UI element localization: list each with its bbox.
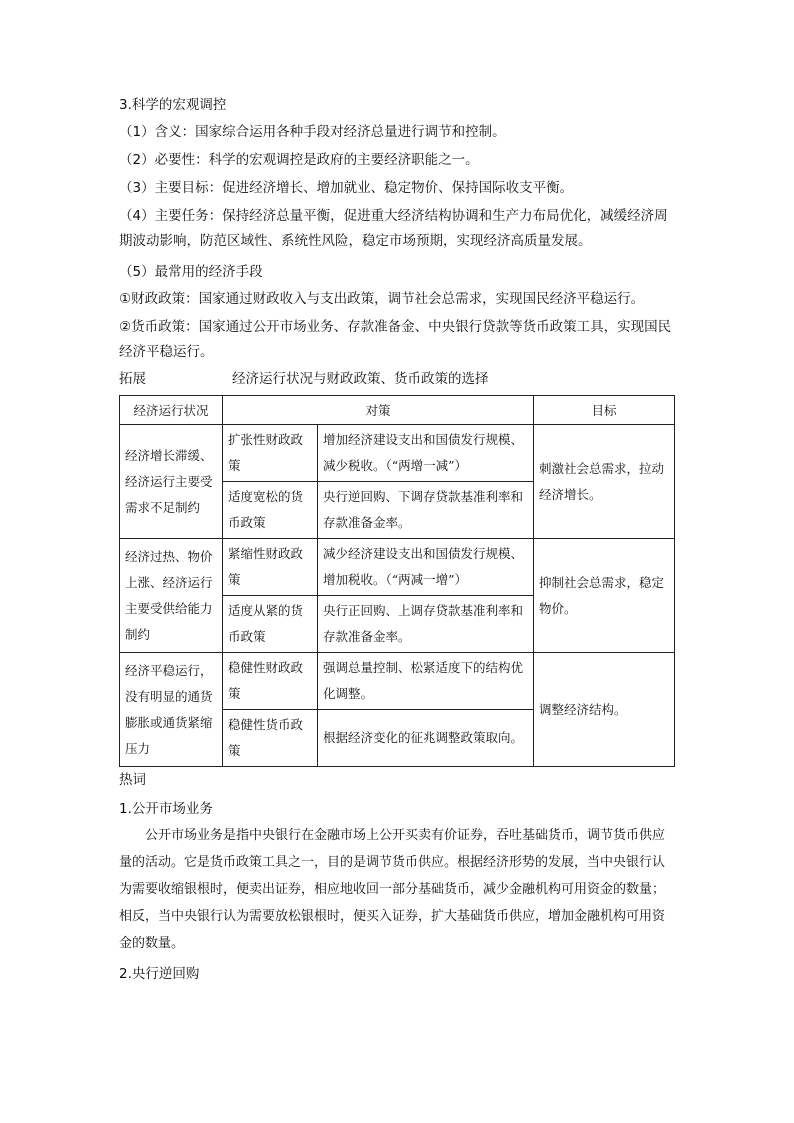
table-title: 经济运行状况与财政政策、货币政策的选择 <box>232 371 489 387</box>
tasks-item: （4）主要任务：保持经济总量平衡，促进重大经济结构协调和生产力布局优化，减缓经济周期波动影响，防范区域性、系统性风险，稳定市场预期，实现经济高质量发展。 <box>119 208 668 249</box>
policy-measure-cell: 根据经济变化的征兆调整政策取向。 <box>318 710 534 767</box>
goal-cell: 调整经济结构。 <box>534 653 675 767</box>
goals-item: （3）主要目标：促进经济增长、增加就业、稳定物价、保持国际收支平衡。 <box>119 180 574 196</box>
policy-name-cell: 紧缩性财政政策 <box>223 539 318 596</box>
policy-measure-cell: 央行逆回购、下调存贷款基准利率和存款准备金率。 <box>318 482 534 539</box>
means-item: （5）最常用的经济手段 <box>119 264 263 280</box>
necessity-item: （2）必要性：科学的宏观调控是政府的主要经济职能之一。 <box>119 152 479 168</box>
situation-cell: 经济过热、物价上涨、经济运行主要受供给能力制约 <box>120 539 223 653</box>
monetary-policy-item: ②货币政策：国家通过公开市场业务、存款准备金、中央银行贷款等货币政策工具，实现国民经济平稳运行。 <box>119 319 672 360</box>
goal-cell: 刺激社会总需求，拉动经济增长。 <box>534 425 675 539</box>
hotword-2-title: 2.央行逆回购 <box>119 966 200 982</box>
situation-cell: 经济平稳运行，没有明显的通货膨胀或通货紧缩压力 <box>120 653 223 767</box>
section-title: 3.科学的宏观调控 <box>119 97 227 113</box>
header-goal: 目标 <box>534 396 675 425</box>
policy-name-cell: 适度从紧的货币政策 <box>223 596 318 653</box>
policy-name-cell: 稳健性货币政策 <box>223 710 318 767</box>
policy-name-cell: 扩张性财政政策 <box>223 425 318 482</box>
hotword-1-title: 1.公开市场业务 <box>119 801 213 817</box>
table-header-row <box>120 396 675 425</box>
table-row <box>120 539 675 596</box>
policy-measure-cell: 增加经济建设支出和国债发行规模、减少税收。（“两增一减”） <box>318 425 534 482</box>
header-measures: 对策 <box>223 396 534 425</box>
table-row <box>120 653 675 710</box>
table-row <box>120 425 675 482</box>
policy-measure-cell: 减少经济建设支出和国债发行规模、增加税收。（“两减一增”） <box>318 539 534 596</box>
hotword-1-body: 公开市场业务是指中央银行在金融市场上公开买卖有价证券，吞吐基础货币，调节货币供应量的活动。它是货币政策工具之一，目的是调节货币供应。根据经济形势的发展，当中央银行认为需要收缩银根时，便卖出证券，相应地收回一部分基础货币，减少金融机构可用资金的数量；相反，当中央银行认为需要放松银根时，便买入证券，扩大基础货币供应，增加金融机构可用资金的数量。 <box>119 828 666 951</box>
policy-measure-cell: 央行正回购、上调存贷款基准利率和存款准备金率。 <box>318 596 534 653</box>
policy-measure-cell: 强调总量控制、松紧适度下的结构优化调整。 <box>318 653 534 710</box>
extension-label: 拓展 <box>119 371 146 387</box>
fiscal-policy-item: ①财政政策：国家通过财政收入与支出政策，调节社会总需求，实现国民经济平稳运行。 <box>119 291 645 307</box>
policy-table <box>119 395 675 767</box>
policy-name-cell: 适度宽松的货币政策 <box>223 482 318 539</box>
definition-item: （1）含义：国家综合运用各种手段对经济总量进行调节和控制。 <box>119 124 506 140</box>
policy-name-cell: 稳健性财政政策 <box>223 653 318 710</box>
situation-cell: 经济增长滞缓、经济运行主要受需求不足制约 <box>120 425 223 539</box>
hotwords-label: 热词 <box>119 772 146 788</box>
header-situation: 经济运行状况 <box>120 396 223 425</box>
goal-cell: 抑制社会总需求，稳定物价。 <box>534 539 675 653</box>
